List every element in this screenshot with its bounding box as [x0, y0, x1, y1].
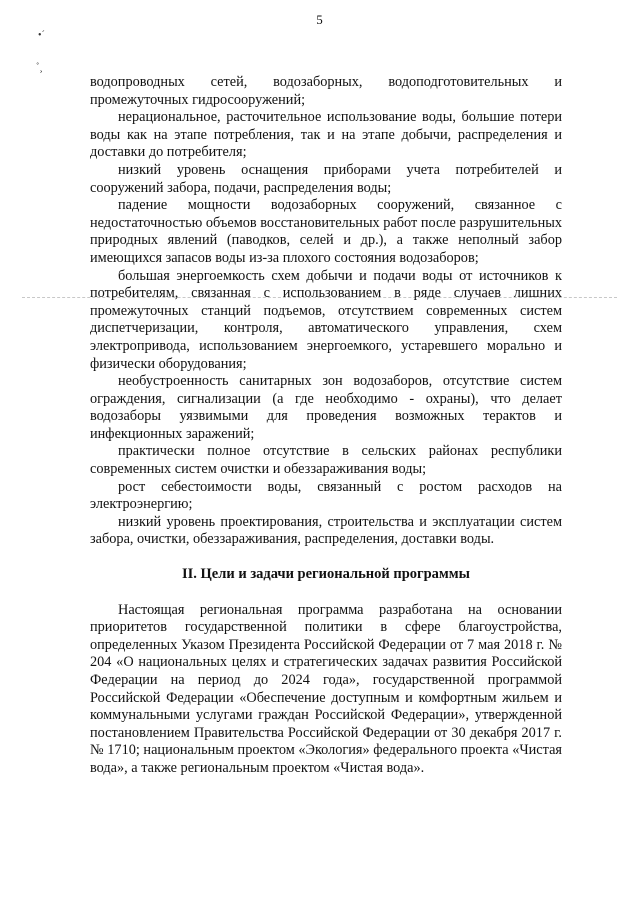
scan-artifact-mark: •´ [38, 30, 45, 41]
paragraph: рост себестоимости воды, связанный с ростом расходов на электроэнергию; [90, 478, 562, 513]
paragraph: низкий уровень оснащения приборами учета потребителей и сооружений забора, подачи, распределения воды; [90, 161, 562, 196]
paragraph: падение мощности водозаборных сооружений, связанное с недостаточностью объемов восстановительных работ после разрушительных природных явлений (паводков, селей и др.), а также неполный забор имеющихся запасов воды из-за плохого состояния водозаборов; [90, 197, 562, 266]
paragraph: большая энергоемкость схем добычи и подачи воды от источников к потребителям, связанная с использованием в ряде случаев лишних промежуточных станций подъемов, отсутствием современных систем диспетчеризации, контроля, автоматического управления, схем электропривода, использованием энергоемкого, устаревшего морально и физически оборудования; [90, 267, 562, 372]
document-body [90, 74, 562, 778]
paragraph: низкий уровень проектирования, строительства и эксплуатации систем забора, очистки, обеззараживания, распределения, доставки воды. [90, 513, 562, 548]
paragraph: водопроводных сетей, водозаборных, водоподготовительных и промежуточных гидросооружений; [90, 74, 562, 108]
paragraph: необустроенность санитарных зон водозаборов, отсутствие систем ограждения, сигнализации (а где необходимо - охраны), что делает водозаборы уязвимыми для проведения возможных терактов и инфекционных заражений; [90, 373, 562, 442]
scan-artifact-mark: ˚¸ [36, 62, 43, 73]
section-paragraph: Настоящая региональная программа разработана на основании приоритетов государственной политики в сфере благоустройства, определенных Указом Президента Российской Федерации от 7 мая 2018 г. № 204 «О национальных целях и стратегических задачах развития Российской Федерации на период до 2024 года», государственной программой Российской Федерации «Обеспечение доступным и комфортным жильем и коммунальными услугами граждан Российской Федерации», утвержденной постановлением Правительства Российской Федерации от 30 декабря 2017 г. № 1710; национальным проектом «Экология» федерального проекта «Чистая вода», а также региональным проектом «Чистая вода». [90, 601, 562, 776]
page-number: 5 [316, 12, 323, 27]
paragraph: практически полное отсутствие в сельских районах республики современных систем очистки и обеззараживания воды; [90, 443, 562, 478]
section-heading: II. Цели и задачи региональной программы [181, 566, 471, 583]
paragraph: нерациональное, расточительное использование воды, большие потери воды как на этапе потребления, так и на этапе добычи, распределения и доставки до потребителя; [90, 109, 562, 161]
